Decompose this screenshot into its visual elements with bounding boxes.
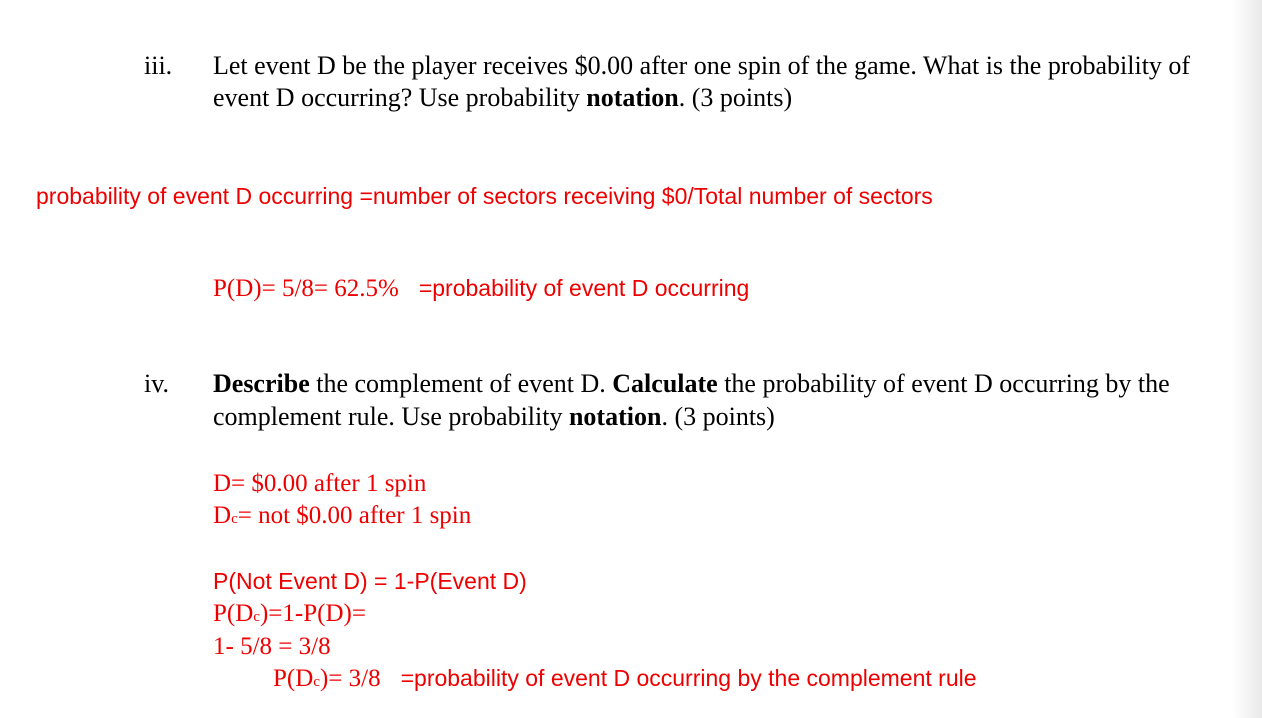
- question-4-numeral: iv.: [144, 369, 170, 398]
- question-4-line-2: complement rule. Use probability notation. (3 points): [213, 402, 775, 431]
- page-edge-shadow: [1232, 0, 1262, 718]
- answer-4-definition-complement: $D^c=$ not $0.00 after 1 spin: [213, 502, 472, 529]
- question-4-line-1: Describe the complement of event D. Calculate the probability of event D occurring by the: [213, 369, 1170, 398]
- question-3-line-2: event D occurring? Use probability notation. (3 points): [213, 83, 793, 112]
- answer-3-formula: probability of event D occurring =number of sectors receiving $0/Total number of sectors: [36, 183, 933, 209]
- answer-4-complement-rule: P(Not Event D) = 1-P(Event D): [213, 568, 527, 594]
- question-3-numeral: iii.: [144, 51, 173, 80]
- answer-4-step-1: $P(D^c)=1-P(D)=$: [213, 600, 366, 627]
- answer-4-final-result: $P(D^c)= 3/8$ =probability of event D occurring by the complement rule: [273, 665, 977, 692]
- answer-3-result: P(D)= 5/8= 62.5% =probability of event D occurring: [213, 275, 750, 302]
- question-3-line-1: Let event D be the player receives $0.00 after one spin of the game. What is the probability of: [213, 51, 1191, 80]
- answer-4-step-2: 1- 5/8 = 3/8: [213, 633, 331, 660]
- answer-4-definition-d: D= $0.00 after 1 spin: [213, 470, 427, 497]
